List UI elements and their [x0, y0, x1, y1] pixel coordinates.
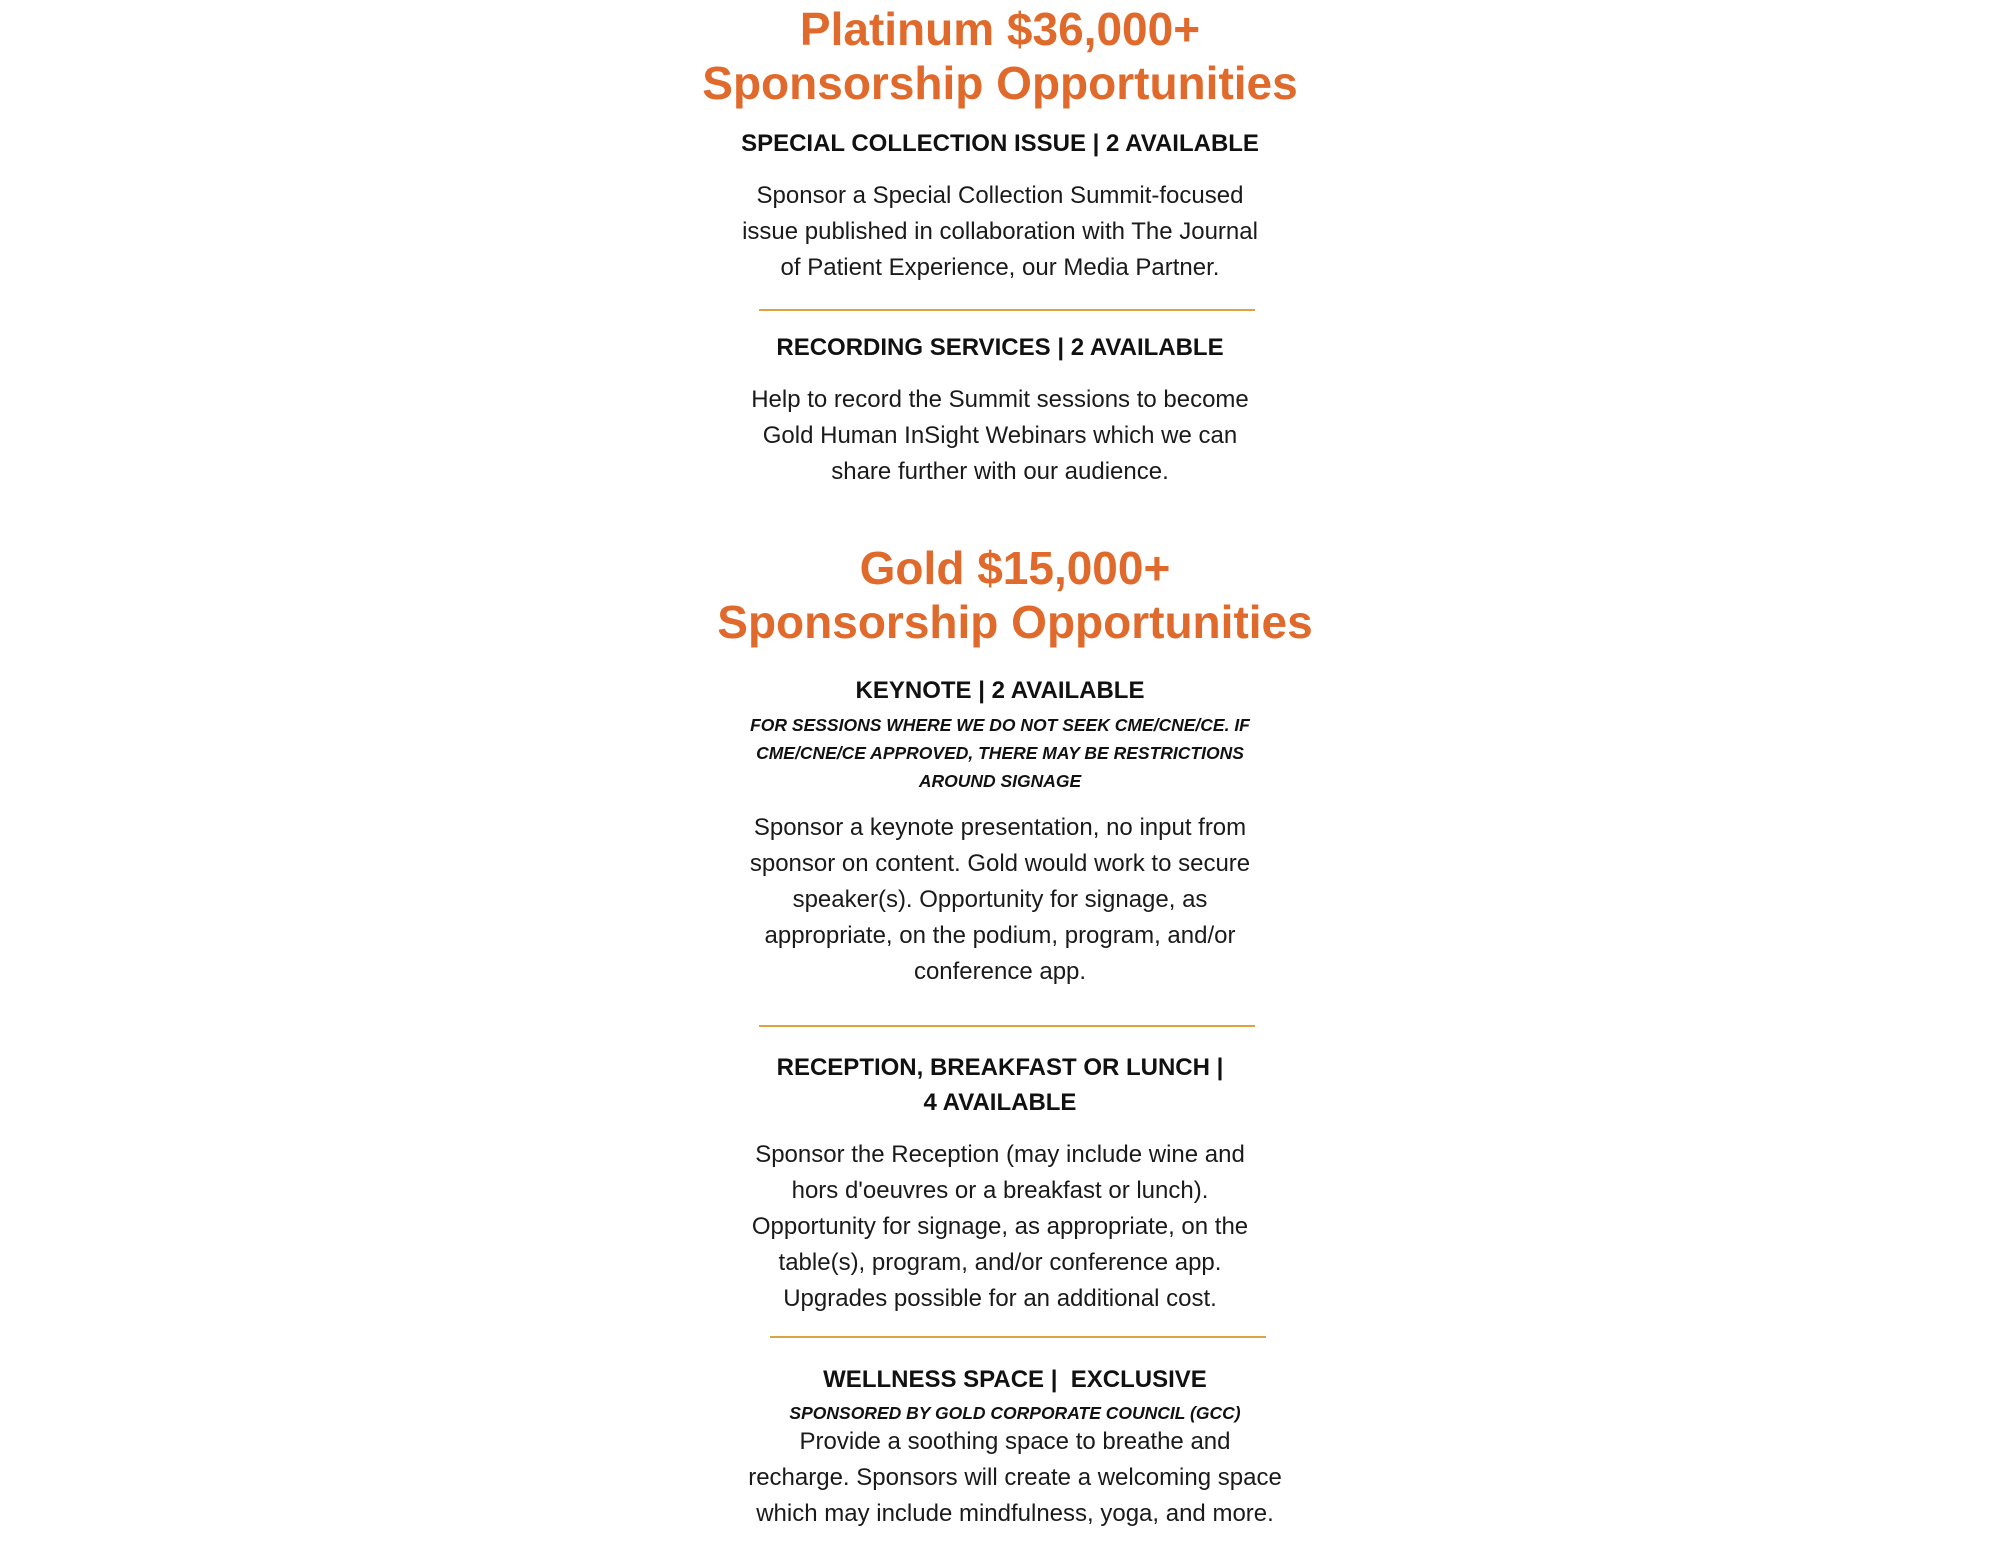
special-collection-heading: [0, 126, 2000, 161]
wellness-space-desc-line-2: recharge. Sponsors will create a welcoming space: [748, 1464, 1282, 1491]
platinum-title: [0, 2, 2000, 110]
keynote-desc-line-4: appropriate, on the podium, program, and/or: [764, 922, 1236, 949]
keynote-desc-line-3: speaker(s). Opportunity for signage, as: [792, 886, 1208, 913]
recording-services-heading-text: RECORDING SERVICES | 2 AVAILABLE: [776, 334, 1224, 361]
wellness-space-heading-text: WELLNESS SPACE | EXCLUSIVE: [823, 1366, 1207, 1393]
keynote-note-line-1: FOR SESSIONS WHERE WE DO NOT SEEK CME/CNE/CE. IF: [750, 715, 1250, 735]
gold-title-line-2: Sponsorship Opportunities: [717, 596, 1313, 648]
reception-desc-line-5: Upgrades possible for an additional cost.: [783, 1285, 1217, 1312]
reception-heading-line-1: RECEPTION, BREAKFAST OR LUNCH |: [776, 1054, 1224, 1081]
recording-services-description: [0, 382, 2000, 490]
keynote-heading-text: KEYNOTE | 2 AVAILABLE: [855, 677, 1145, 704]
recording-services-heading: [0, 330, 2000, 365]
gold-title: [15, 541, 2000, 649]
divider-2: [759, 1025, 1255, 1027]
reception-desc-line-2: hors d'oeuvres or a breakfast or lunch).: [791, 1177, 1209, 1204]
wellness-space-desc-line-3: which may include mindfulness, yoga, and more.: [756, 1500, 1274, 1527]
wellness-space-heading: [15, 1362, 2000, 1397]
reception-heading-line-2: 4 AVAILABLE: [923, 1089, 1077, 1116]
platinum-title-line-2: Sponsorship Opportunities: [702, 57, 1298, 109]
keynote-note: [0, 711, 2000, 795]
wellness-space-note-line-1: SPONSORED BY GOLD CORPORATE COUNCIL (GCC): [789, 1403, 1241, 1423]
divider-1: [759, 309, 1255, 311]
special-collection-description: [0, 178, 2000, 286]
keynote-note-line-3: AROUND SIGNAGE: [918, 771, 1082, 791]
platinum-title-line-1: Platinum $36,000+: [799, 3, 1201, 55]
keynote-note-line-2: CME/CNE/CE APPROVED, THERE MAY BE RESTRICTIONS: [756, 743, 1244, 763]
gold-title-line-1: Gold $15,000+: [859, 542, 1171, 594]
wellness-space-desc-line-1: Provide a soothing space to breathe and: [799, 1428, 1231, 1455]
keynote-desc-line-5: conference app.: [913, 958, 1087, 985]
recording-services-desc-line-1: Help to record the Summit sessions to become: [751, 386, 1249, 413]
reception-desc-line-4: table(s), program, and/or conference app.: [778, 1249, 1222, 1276]
wellness-space-description: [15, 1424, 2000, 1532]
special-collection-desc-line-2: issue published in collaboration with The Journal: [742, 218, 1258, 245]
wellness-space-note: [15, 1399, 2000, 1427]
recording-services-desc-line-2: Gold Human InSight Webinars which we can: [762, 422, 1238, 449]
keynote-desc-line-1: Sponsor a keynote presentation, no input from: [753, 814, 1247, 841]
divider-3: [770, 1336, 1266, 1338]
reception-desc-line-1: Sponsor the Reception (may include wine and: [755, 1141, 1245, 1168]
keynote-desc-line-2: sponsor on content. Gold would work to secure: [749, 850, 1251, 877]
keynote-heading: [0, 673, 2000, 708]
special-collection-desc-line-3: of Patient Experience, our Media Partner.: [780, 254, 1220, 281]
keynote-description: [0, 810, 2000, 990]
reception-desc-line-3: Opportunity for signage, as appropriate, on the: [751, 1213, 1249, 1240]
recording-services-desc-line-3: share further with our audience.: [831, 458, 1169, 485]
special-collection-heading-text: SPECIAL COLLECTION ISSUE | 2 AVAILABLE: [741, 130, 1259, 157]
special-collection-desc-line-1: Sponsor a Special Collection Summit-focused: [756, 182, 1244, 209]
reception-heading: [0, 1050, 2000, 1120]
reception-description: [0, 1137, 2000, 1317]
